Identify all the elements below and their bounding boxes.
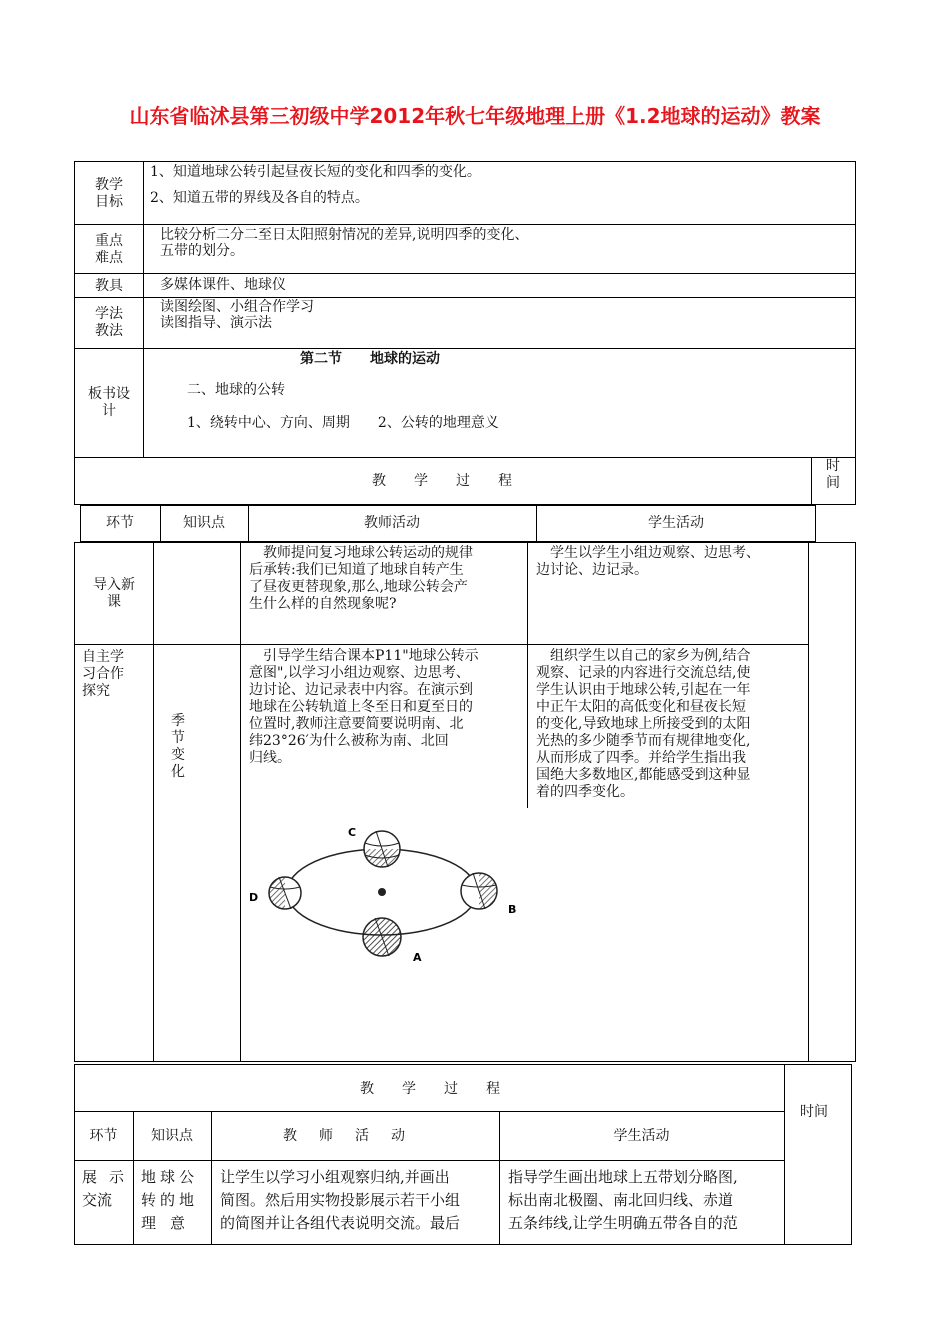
student-explore: 组织学生以自己的家乡为例,结合 观察、记录的内容进行交流总结,使 学生认识由于地球公转,引起在一年 中正午太阳的高低变化和昼夜长短 的变化,导致地球上所接受到的太阳 光热的多少随季节而有规律地变化, 从而形成了四季。并给学生指出我 国绝大多数地区,都能感受到这种显 着的四季变化。: [536, 648, 751, 800]
teacher-explore: 引导学生结合课本P11"地球公转示 意图",以学习小组边观察、边思考、 边讨论、边记录表中内容。在演示到 地球在公转轨道上冬至日和夏至日的 位置时,教师注意要简要说明南、北 纬23°26′为什么被称为南、北回 归线。: [249, 648, 479, 766]
knowledge-season: 季 节 变 化: [171, 713, 185, 780]
process2-time-label: 时间: [800, 1104, 828, 1120]
goals-text: 1、知道地球公转引起昼夜长短的变化和四季的变化。 2、知道五带的界线及各自的特点。: [150, 164, 481, 206]
earth-c: [364, 831, 400, 867]
earth-orbit-diagram: [245, 815, 535, 975]
method-label: 学法 教法: [95, 306, 123, 339]
label-a: A: [413, 951, 422, 964]
goals-label: 教学 目标: [95, 177, 123, 210]
teacher-intro: 教师提问复习地球公转运动的规律 后承转:我们已知道了地球自转产生 了昼夜更替现象,那么,地球公转会产 生什么样的自然现象呢?: [249, 545, 473, 612]
process2-col-knowledge: 知识点: [151, 1128, 193, 1144]
col-student: 学生活动: [648, 515, 704, 531]
process2-knowledge: 地球公 转的地 理意: [141, 1168, 200, 1232]
earth-d: [269, 877, 301, 909]
process2-stage: 展示 交流: [82, 1168, 137, 1209]
board-label: 板书设 计: [88, 386, 130, 419]
board-line1: 二、地球的公转: [187, 382, 285, 398]
col-knowledge: 知识点: [183, 515, 225, 531]
tools-text: 多媒体课件、地球仪: [160, 277, 286, 293]
col-teacher: 教师活动: [364, 515, 420, 531]
label-d: D: [249, 891, 259, 904]
stage-explore: 自主学 习合作 探究: [82, 649, 124, 699]
sun-center: [378, 888, 386, 896]
board-line2: 1、绕转中心、方向、周期 2、公转的地理意义: [187, 415, 499, 431]
board-heading: 第二节 地球的运动: [300, 351, 440, 367]
label-b: B: [508, 903, 517, 916]
process2-col-teacher: 教师活动: [283, 1128, 427, 1144]
stage-intro: 导入新 课: [93, 577, 135, 610]
process2-teacher: 让学生以学习小组观察归纳,并画出 简图。然后用实物投影展示若干小组 的简图并让各组代表说明交流。最后: [220, 1168, 461, 1232]
earth-b: [461, 873, 497, 909]
process2-student: 指导学生画出地球上五带划分略图, 标出南北极圈、南北回归线、赤道 五条纬线,让学生明确五带各自的范: [508, 1168, 738, 1232]
process-body: [74, 542, 856, 1062]
label-c: C: [348, 826, 357, 839]
process2-col-student: 学生活动: [613, 1128, 670, 1144]
process2-heading: 教学过程: [360, 1081, 528, 1097]
key-label: 重点 难点: [95, 233, 123, 266]
key-text: 比较分析二分二至日太阳照射情况的差异,说明四季的变化、 五带的划分。: [160, 227, 529, 259]
page-title: 山东省临沭县第三初级中学2012年秋七年级地理上册《1.2地球的运动》教案: [129, 104, 821, 128]
earth-a: [363, 918, 401, 956]
student-intro: 学生以学生小组边观察、边思考、 边讨论、边记录。: [536, 545, 760, 578]
method-text: 读图绘图、小组合作学习 读图指导、演示法: [160, 299, 314, 331]
tools-label: 教具: [95, 278, 123, 294]
process2-col-stage: 环节: [89, 1128, 118, 1144]
time-label: 时 间: [826, 458, 840, 491]
process-heading: 教学过程: [372, 473, 540, 489]
col-stage: 环节: [106, 515, 134, 531]
